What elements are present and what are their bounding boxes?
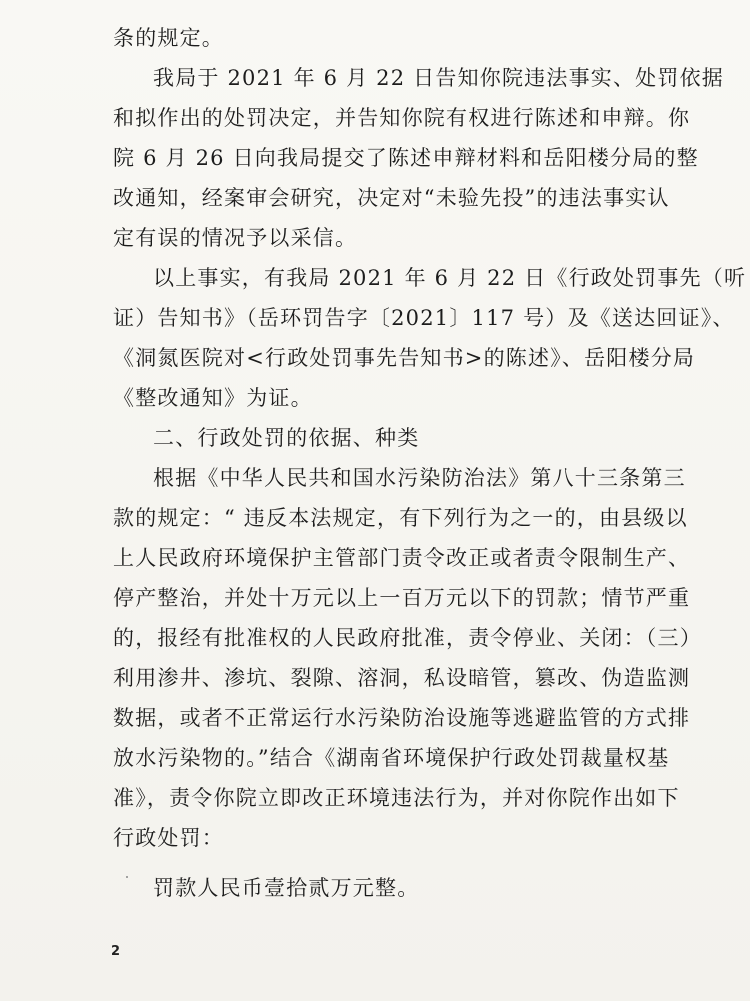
text-line-14: 上人民政府环境保护主管部门责令改正或者责令限制生产、 <box>113 546 691 570</box>
text-line-17: 利用渗井、渗坑、裂隙、溶洞，私设暗管，篡改、伪造监测 <box>113 666 691 690</box>
text-line-7: 以上事实，有我局 2021 年 6 月 22 日《行政处罚事先（听 <box>153 266 747 290</box>
text-line-1: 条的规定。 <box>113 26 224 50</box>
text-line-2: 我局于 2021 年 6 月 22 日告知你院违法事实、处罚依据 <box>153 66 724 90</box>
text-line-20: 准》，责令你院立即改正环境违法行为，并对你院作出如下 <box>113 786 680 810</box>
text-line-18: 数据，或者不正常运行水污染防治设施等逃避监管的方式排 <box>113 706 691 730</box>
text-line-15: 停产整治，并处十万元以上一百万元以下的罚款；情节严重 <box>113 586 691 610</box>
text-line-4: 院 6 月 26 日向我局提交了陈述申辩材料和岳阳楼分局的整 <box>113 146 699 170</box>
text-line-21: 行政处罚： <box>113 826 224 850</box>
text-line-19: 放水污染物的。”结合《湖南省环境保护行政处罚裁量权基 <box>113 746 670 770</box>
text-line-6: 定有误的情况予以采信。 <box>113 226 358 250</box>
page-number: 2 <box>111 944 121 959</box>
penalty-line: 罚款人民币壹拾贰万元整。 <box>153 876 420 900</box>
scan-speck <box>126 876 128 878</box>
text-line-3: 和拟作出的处罚决定，并告知你院有权进行陈述和申辩。你 <box>113 106 691 130</box>
text-line-9: 《洞氮医院对<行政处罚事先告知书>的陈述》、岳阳楼分局 <box>113 346 696 370</box>
text-line-12: 根据《中华人民共和国水污染防治法》第八十三条第三 <box>153 466 686 490</box>
text-line-16: 的，报经有批准权的人民政府批准，责令停业、关闭：（三） <box>113 626 702 650</box>
text-line-10: 《整改通知》为证。 <box>113 386 313 410</box>
text-line-8: 证）告知书》（岳环罚告字〔2021〕117 号）及《送达回证》、 <box>113 306 735 330</box>
text-line-5: 改通知，经案审会研究，决定对“未验先投”的违法事实认 <box>113 186 670 210</box>
text-line-13: 款的规定：“ 违反本法规定，有下列行为之一的，由县级以 <box>113 506 688 530</box>
section-heading: 二、行政处罚的依据、种类 <box>153 426 420 450</box>
